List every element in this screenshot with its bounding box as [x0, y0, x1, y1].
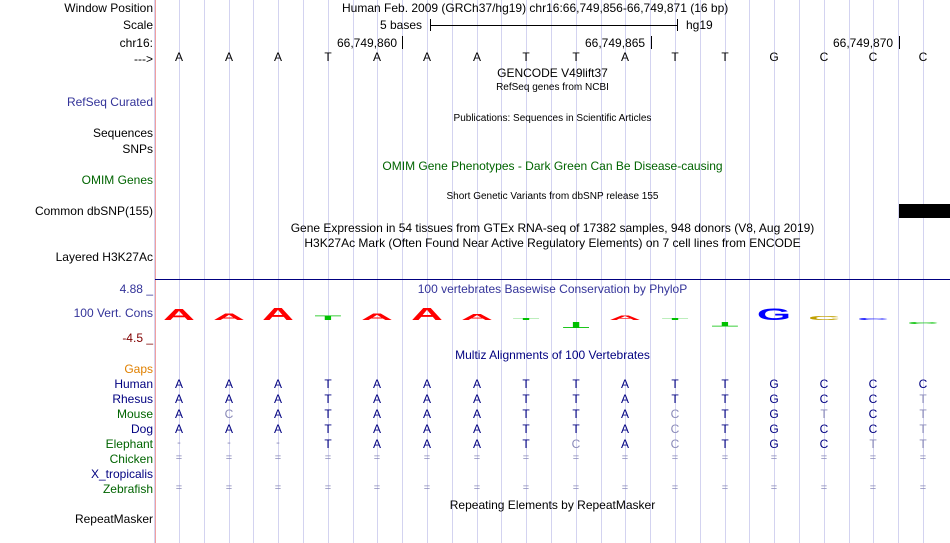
repeatmasker-track-desc: Repeating Elements by RepeatMasker [449, 498, 656, 512]
sequence-base: A [174, 50, 183, 64]
alignment-base: = [522, 452, 530, 464]
alignment-base: = [423, 452, 431, 464]
scale-db: hg19 [686, 18, 713, 32]
alignment-base: A [472, 437, 481, 451]
alignment-base: = [225, 452, 233, 464]
phylop-letter: A [609, 314, 641, 322]
chrom-label: chr16: [119, 36, 153, 50]
alignment-base: = [225, 482, 233, 494]
alignment-base: G [769, 377, 779, 391]
layered-h3k27ac-label[interactable]: Layered H3K27Ac [55, 250, 153, 264]
alignment-base: A [273, 422, 282, 436]
alignment-base: A [472, 377, 481, 391]
alignment-base: = [423, 482, 431, 494]
alignment-base: T [324, 422, 332, 436]
alignment-base: T [671, 377, 679, 391]
sequence-base: A [620, 50, 629, 64]
alignment-base: = [473, 452, 481, 464]
alignment-base: T [522, 407, 530, 421]
alignment-base: C [670, 422, 680, 436]
alignment-base: A [422, 377, 431, 391]
alignment-base: A [224, 392, 233, 406]
alignment-base: = [919, 482, 927, 494]
species-label-chicken: Chicken [109, 452, 153, 466]
species-label-zebrafish: Zebrafish [102, 482, 153, 496]
coord-label: 66,749,865 [585, 36, 646, 50]
phylop-letter: G [756, 305, 792, 324]
alignment-base: T [721, 377, 729, 391]
alignment-base: = [721, 482, 729, 494]
cons-label[interactable]: 100 Vert. Cons [73, 306, 153, 320]
alignment-base: A [472, 407, 481, 421]
alignment-base: T [522, 437, 530, 451]
species-label-human: Human [114, 377, 153, 391]
alignment-base: C [819, 422, 829, 436]
alignment-base: = [820, 452, 828, 464]
publications-track-desc: Publications: Sequences in Scientific Articles [453, 113, 652, 124]
alignment-base: T [820, 407, 828, 421]
alignment-base: C [670, 407, 680, 421]
sequence-base: T [522, 50, 530, 64]
sequence-base: T [572, 50, 580, 64]
alignment-base: T [572, 377, 580, 391]
alignment-base: A [273, 377, 282, 391]
gtex-track-desc: Gene Expression in 54 tissues from GTEx RNA-seq of 17382 samples, 948 donors (V8, Aug 2019) [290, 221, 815, 235]
alignment-base: T [869, 437, 877, 451]
alignment-base: A [620, 407, 629, 421]
alignment-base: = [572, 482, 580, 494]
alignment-base: T [324, 377, 332, 391]
alignment-base: - [227, 437, 231, 449]
species-label-elephant: Elephant [105, 437, 153, 451]
alignment-base: A [620, 392, 629, 406]
omim-label[interactable]: OMIM Genes [81, 173, 153, 187]
alignment-base: - [177, 437, 181, 449]
refseq-track-desc: RefSeq genes from NCBI [496, 82, 609, 93]
alignment-base: A [174, 407, 183, 421]
strand-arrow[interactable]: ---> [134, 52, 153, 66]
gaps-label[interactable]: Gaps [124, 362, 153, 376]
alignment-base: T [919, 422, 927, 436]
alignment-base: C [819, 392, 829, 406]
alignment-base: A [372, 407, 381, 421]
phylop-letter: T [711, 320, 739, 328]
omim-track-desc: OMIM Gene Phenotypes - Dark Green Can Be Disease-causing [382, 159, 723, 173]
sequence-base: A [422, 50, 431, 64]
phylop-letter: A [411, 305, 443, 325]
alignment-base: T [572, 422, 580, 436]
alignment-base: T [324, 392, 332, 406]
scale-bar-left-tick [430, 19, 431, 31]
alignment-base: G [769, 392, 779, 406]
sequence-base: C [868, 50, 878, 64]
alignment-base: = [324, 482, 332, 494]
alignment-base: A [620, 377, 629, 391]
alignment-base: = [820, 482, 828, 494]
alignment-base: = [274, 452, 282, 464]
alignment-base: A [422, 407, 431, 421]
alignment-base: A [472, 422, 481, 436]
alignment-base: = [671, 452, 679, 464]
alignment-base: = [175, 482, 183, 494]
sequence-base: A [472, 50, 481, 64]
alignment-base: A [273, 407, 282, 421]
alignment-base: A [273, 392, 282, 406]
sequence-base: T [324, 50, 332, 64]
alignment-base: C [868, 377, 878, 391]
alignment-base: G [769, 437, 779, 451]
scale-text: 5 bases [380, 18, 423, 32]
alignment-base: G [769, 422, 779, 436]
alignment-base: A [372, 422, 381, 436]
phylop-letter: T [661, 317, 689, 321]
sequence-base: A [224, 50, 233, 64]
alignment-base: T [721, 437, 729, 451]
alignment-base: C [868, 422, 878, 436]
multiz-track-desc: Multiz Alignments of 100 Vertebrates [455, 348, 650, 362]
alignment-base: C [571, 437, 581, 451]
phylop-letter: A [213, 311, 245, 323]
alignment-base: A [472, 392, 481, 406]
alignment-base: C [868, 407, 878, 421]
alignment-base: A [620, 437, 629, 451]
alignment-base: A [224, 422, 233, 436]
alignment-base: = [621, 482, 629, 494]
alignment-base: A [372, 437, 381, 451]
sequence-base: T [671, 50, 679, 64]
alignment-base: A [174, 377, 183, 391]
scale-bar [430, 25, 678, 26]
coord-tick [899, 36, 900, 49]
common-dbsnp-label[interactable]: Common dbSNP(155) [34, 204, 153, 218]
alignment-base: T [919, 437, 927, 451]
cons-max-label: 4.88 _ [119, 282, 153, 296]
alignment-base: - [276, 437, 280, 449]
sequence-base: G [769, 50, 779, 64]
alignment-base: C [868, 392, 878, 406]
position-header: Human Feb. 2009 (GRCh37/hg19) chr16:66,749,856-66,749,871 (16 bp) [342, 1, 729, 15]
alignment-base: = [770, 452, 778, 464]
coord-tick [651, 36, 652, 49]
alignment-base: = [373, 452, 381, 464]
alignment-base: A [224, 377, 233, 391]
phylop-letter: A [163, 305, 195, 324]
sequence-base: A [372, 50, 381, 64]
alignment-base: T [721, 392, 729, 406]
alignment-base: = [373, 482, 381, 494]
phylop-letter: C [857, 317, 889, 321]
alignment-base: T [572, 392, 580, 406]
alignment-base: G [769, 407, 779, 421]
species-label-rhesus: Rhesus [112, 392, 153, 406]
alignment-base: = [572, 452, 580, 464]
alignment-base: A [174, 392, 183, 406]
snp-feature[interactable] [899, 204, 950, 218]
phylop-letter: T [314, 314, 342, 322]
sequence-base: A [273, 50, 282, 64]
phylop-letter: C [808, 315, 840, 322]
alignment-base: T [572, 407, 580, 421]
alignment-base: T [522, 377, 530, 391]
dbsnp-track-desc: Short Genetic Variants from dbSNP release 155 [446, 191, 659, 202]
alignment-base: = [274, 482, 282, 494]
alignment-base: = [175, 452, 183, 464]
sequence-base: C [918, 50, 928, 64]
sequence-base: C [819, 50, 829, 64]
alignment-base: A [620, 422, 629, 436]
h3k27ac-track-desc: H3K27Ac Mark (Often Found Near Active Regulatory Elements) on 7 cell lines from ENCODE [304, 236, 801, 250]
alignment-base: T [671, 392, 679, 406]
alignment-base: A [372, 392, 381, 406]
alignment-base: C [819, 437, 829, 451]
gencode-track-title[interactable]: GENCODE V49lift37 [497, 66, 608, 80]
sequence-base: T [721, 50, 729, 64]
alignment-base: = [919, 452, 927, 464]
alignment-base: T [522, 392, 530, 406]
repeatmasker-label[interactable]: RepeatMasker [74, 512, 153, 526]
window-position-label: Window Position [64, 1, 153, 15]
phylop-letter: T [512, 317, 540, 321]
species-label-dog: Dog [130, 422, 153, 436]
alignment-base: C [670, 437, 680, 451]
alignment-base: A [422, 422, 431, 436]
phylop-track-desc: 100 vertebrates Basewise Conservation by PhyloP [417, 282, 688, 296]
phylop-logo [155, 290, 950, 340]
alignment-base: C [819, 377, 829, 391]
coord-tick [402, 36, 403, 49]
alignment-base: = [869, 452, 877, 464]
alignment-base: = [721, 452, 729, 464]
alignment-base: A [422, 392, 431, 406]
alignment-base: = [770, 482, 778, 494]
alignment-base: = [671, 482, 679, 494]
phylop-letter: T [562, 320, 590, 330]
species-label-x_tropicalis: X_tropicalis [90, 467, 153, 481]
alignment-base: T [919, 407, 927, 421]
alignment-base: = [522, 482, 530, 494]
track-separator [155, 279, 950, 280]
alignment-base: A [174, 422, 183, 436]
phylop-letter: A [361, 311, 393, 323]
alignment-base: = [473, 482, 481, 494]
alignment-base: A [422, 437, 431, 451]
coord-label: 66,749,860 [337, 36, 398, 50]
species-label-mouse: Mouse [116, 407, 153, 421]
cons-min-label: -4.5 _ [122, 331, 153, 345]
scale-label: Scale [122, 18, 153, 32]
scale-bar-right-tick [677, 19, 678, 31]
alignment-base: C [918, 377, 928, 391]
alignment-base: = [869, 482, 877, 494]
phylop-letter: A [262, 305, 294, 325]
coord-label: 66,749,870 [833, 36, 894, 50]
phylop-letter: A [461, 312, 493, 322]
sequences-label[interactable]: Sequences [92, 126, 153, 140]
alignment-base: = [621, 452, 629, 464]
refseq-label[interactable]: RefSeq Curated [66, 95, 153, 109]
alignment-base: A [372, 377, 381, 391]
alignment-base: T [721, 407, 729, 421]
phylop-letter: C [907, 321, 939, 325]
alignment-base: T [324, 407, 332, 421]
alignment-base: T [721, 422, 729, 436]
alignment-base: C [224, 407, 234, 421]
alignment-base: T [522, 422, 530, 436]
snps-label[interactable]: SNPs [122, 142, 153, 156]
alignment-base: T [324, 437, 332, 451]
alignment-base: = [324, 452, 332, 464]
alignment-base: T [919, 392, 927, 406]
